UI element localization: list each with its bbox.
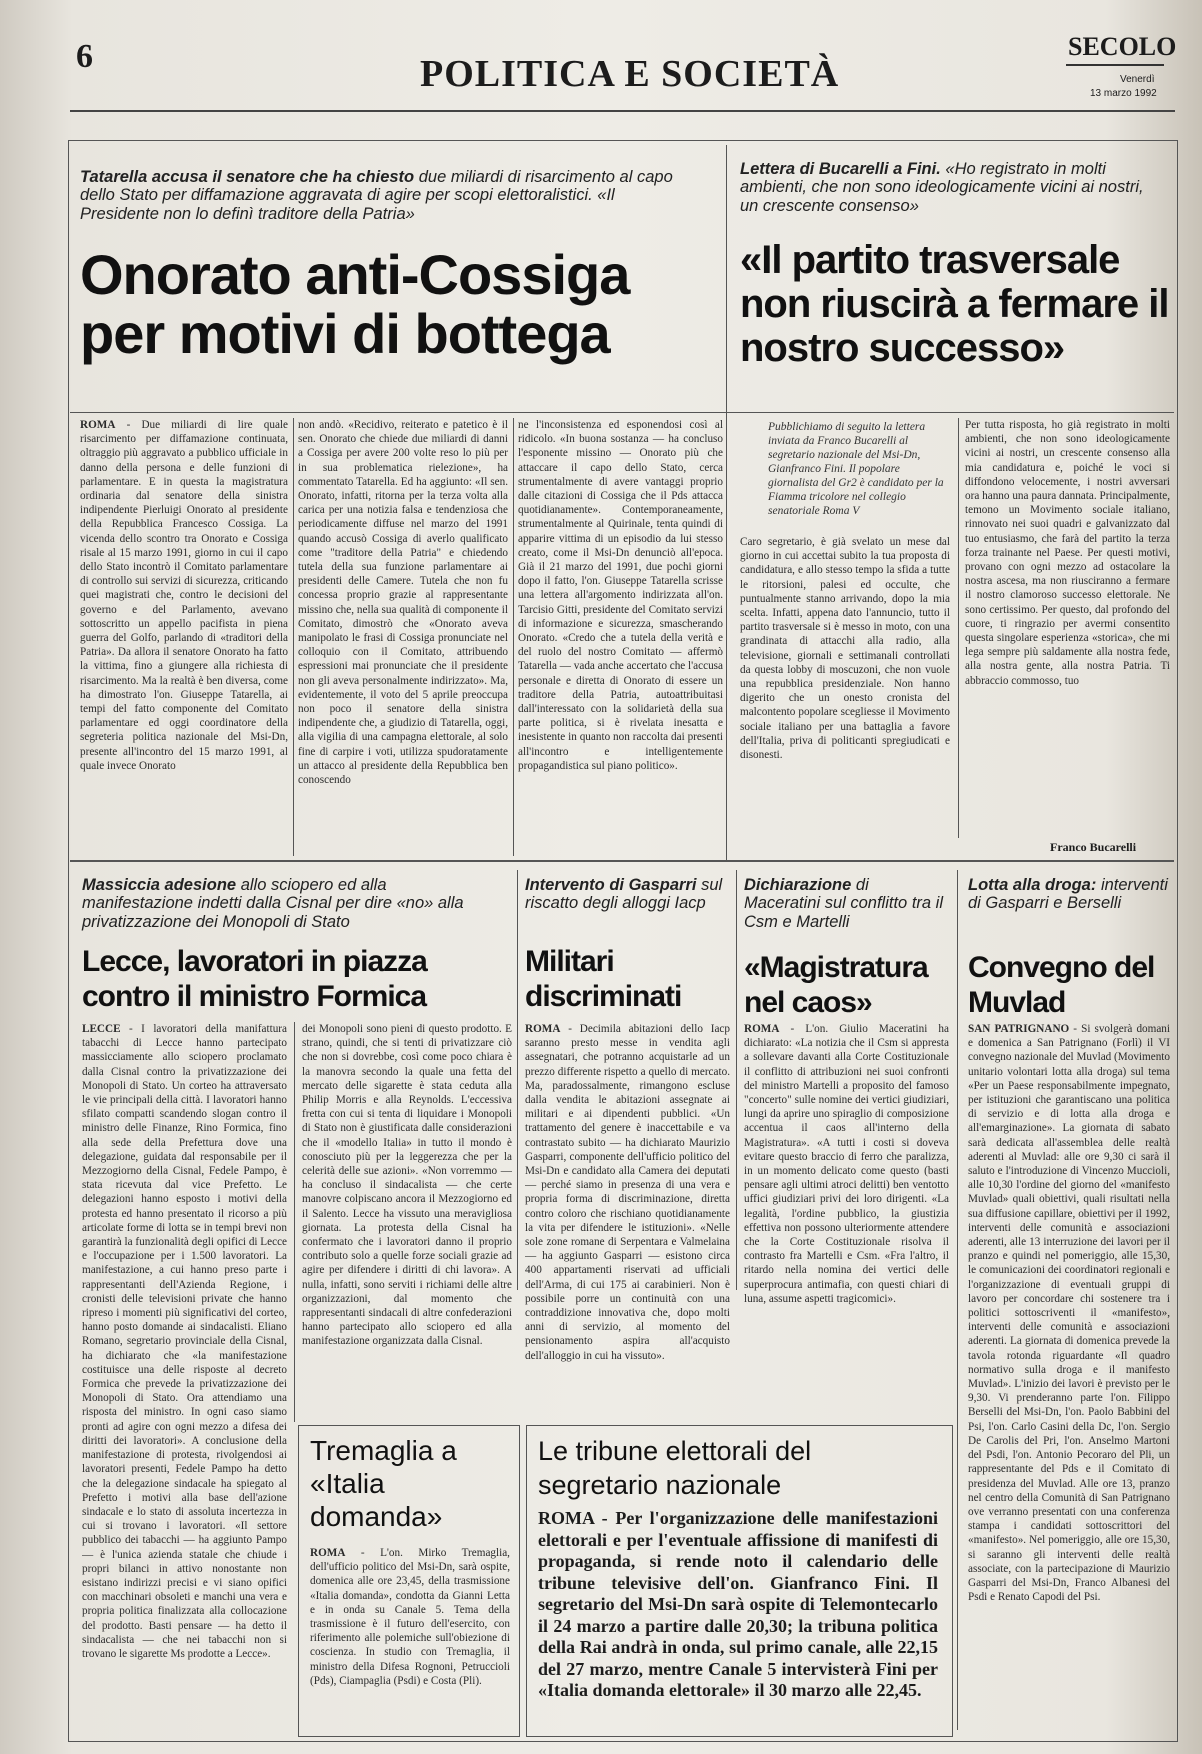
article6-kicker: Lotta alla droga: interventi di Gasparri e Berselli bbox=[968, 876, 1168, 913]
column-divider bbox=[958, 418, 959, 838]
article1-col2: non andò. «Recidivo, reiterato e patetico è il sen. Onorato che chiede due miliardi di danni a Cossiga per avere 200 volte reso lo più per in sua problematica rielezione», ha commentato Tatarella. Ed ha aggiunto: «Il sen. Onorato, infatti, ritorna per la terza volta alla carica per una notizia falsa e tendenziosa che periodicamente diffuse nel marzo del 1991 quando accusò Cossiga di averlo qualificato come "traditore della Patria" e chiedendo tutela della sua funzione parlamentare ai presidenti delle Camere. Tutela che non fu concessa proprio grazie al rappresentante missino che, nella sua qualità di componente il Comitato, dimostrò che «Onorato aveva manipolato le frasi di Cossiga pronunciate nel colloquio con il Comitato, attribuendo espressioni mai pronunciate che il presidente non gli aveva personalmente indirizzato». Ma, evidentemente, il voto del 5 aprile preoccupa non poco il senatore della sinistra indipendente che, a giudizio di Tatarella, oggi, alla vigilia di una campagna elettorale, al solo fine di carpire i voti, utilizza spudoratamente un attacco al presidente della Repubblica ben conoscendo bbox=[298, 419, 508, 787]
article2-intro: Pubblichiamo di seguito la lettera inviata da Franco Bucarelli al segretario nazionale del Msi-Dn, Gianfranco Fini. Il popolare giornalista del Gr2 è candidato per la Fiamma tricolore nel collegio senatoriale Roma V bbox=[768, 421, 944, 517]
article1-headline: Onorato anti-Cossiga per motivi di bottega bbox=[80, 243, 630, 365]
column-divider bbox=[736, 870, 737, 1290]
page-number: 6 bbox=[76, 38, 93, 75]
article4-headline: Militari discriminati bbox=[525, 945, 682, 1013]
header-rule bbox=[70, 110, 1175, 112]
article4-col1: ROMA - Decimila abitazioni dello Iacp saranno presto messe in vendita agli assegnatari, che potranno acquistarle ad un prezzo differente rispetto a quello di mercato. Ma, paradossalmente, rimangono escluse dalla vendita le abitazioni assegnate ai militari e ai dipendenti pubblici. «Un trattamento del genere è inaccettabile e va contrastato subito — ha dichiarato Maurizio Gasparri, componente dell'ufficio politico del Msi-Dn e candidato alla Camera dei deputati — perché siamo in presenza di una vera e propria forma di discriminazione, diretta contro coloro che rischiano quotidianamente la vita per difendere le istituzioni». «Nelle sole zone romane di Serpentara e Valmelaina — ha aggiunto Gasparri — esistono circa 400 appartamenti riservati ad ufficiali dell'Arma, di cui 175 ai carabinieri. Non è possibile porre un continuità con una contraddizione innovativa che, dopo molti anni di servizio, al momento del pensionamento aspira all'acquisto dell'alloggio in cui ha vissuto». bbox=[525, 1023, 730, 1362]
article2-col2: Per tutta risposta, ho già registrato in molti ambienti, che non sono ideologicamente vicini ai nostri, un crescente consenso alla mia candidatura e, poiché le voci si diffondono velocemente, i nostri avversari ora hanno una paura dannata. Principalmente, temono un Movimento sociale italiano, rinnovato nei suoi quadri e galvanizzato dal tuo entusiasmo, che farà del partito la terza forza trainante nel Paese. Per questi motivi, provano con ogni mezzo ad ostacolare la nostra ascesa, ma non riusciranno a fermare il nostro clamoroso successo elettorale. Ne sono certissimo. Per questo, dal profondo del cuore, ti ringrazio per avermi consentito questa singolare esperienza «storica», che mi lega sempre più saldamente alla nostra fede, alla nostra gente, alla nostra Patria. Ti abbraccio commosso, tuo bbox=[965, 419, 1170, 687]
column-divider bbox=[294, 1022, 295, 1422]
article7-headline: Tremaglia a «Italia domanda» bbox=[310, 1435, 457, 1532]
column-divider bbox=[726, 145, 727, 860]
article4-kicker: Intervento di Gasparri sul riscatto degli alloggi Iacp bbox=[525, 876, 723, 913]
article3-kicker: Massiccia adesione allo sciopero ed alla manifestazione indetti dalla Cisnal per dire «no» alla privatizzazione dei Monopoli di Stato bbox=[82, 876, 464, 931]
column-divider bbox=[517, 870, 518, 1290]
headline-rule bbox=[70, 412, 1174, 413]
article2-col1: Caro segretario, è già svelato un mese dal giorno in cui accettai subito la tua proposta di candidatura, e allo stesso tempo la sfida a tutte le ritorsioni, palesi ed occulte, che puntualmente stanno arrivando, dopo la mia scelta. Infatti, appena dato l'annuncio, tutto il partito trasversale si è messo in moto, con una grandinata di attacchi alla radio, alla televisione, giornali e settimanali controllati da questa lobby di moscuzoni, che non vuole una repubblica presidenziale. Non hanno digerito che un onesto cronista del malcontento popolare scegliesse il Movimento sociale italiano per una battaglia a favore dell'Italia, priva di politicanti spregiudicati e disonesti. bbox=[740, 536, 950, 762]
article6-col1: SAN PATRIGNANO - Si svolgerà domani e domenica a San Patrignano (Forlì) il VI convegno nazionale del Muvlad (Movimento unitario volontari lotta alla droga) sul tema «Per un Paese responsabilmente impegnato, per istituzioni che garantiscano una politica di servizio e di lotta alla droga e all'emarginazione». La giornata di sabato sarà dedicata all'assemblea delle realtà aderenti al Muvlad: alle ore 9,30 ci sarà il saluto e l'introduzione di Vincenzo Muccioli, alle 10,30 l'ordine del giorno del «manifesto Muvlad» quali obiettivi, quali risultati nella sua diffusione capillare, obiettivi per il 1992, interventi delle comunità e associazioni aderenti, alle 13 interruzione dei lavori per il pranzo e quindi nel pomeriggio, alle 15,30, le comunicazioni dei coordinatori regionali e l'organizzazione di eventuali gruppi di lavoro per concordare chi sostenere tra i politici sottoscriventi il «manifesto», interventi delle comunità e associazioni aderenti. La giornata di domenica prevede la tavola rotonda riguardante «Il quadro normativo sulla droga e il manifesto Muvlad». L'inizio dei lavori è previsto per le 9,30. Vi prenderanno parte l'on. Filippo Berselli del Msi-Dn, l'on. Paolo Babbini del Psi, l'on. Carlo Casini della Dc, l'on. Sergio De Carolis del Pri, l'on. Anselmo Martoni del Psdi, l'on. Antonio Pecoraro del Pli, un rappresentante del Pds e il Comitato di presidenza del Muvlad. Alle ore 13, pranzo nel centro della Comunità di San Patrignano ove verranno presentati con una conferenza stampa i candidati sottoscrittori del «manifesto». Nel pomeriggio, alle ore 15,30, si saranno gli interventi delle realtà associate, con la partecipazione di Maurizio Gasparri del Msi-Dn, Franco Albanesi del Psdi e Renato Capodi del Psi. bbox=[968, 1023, 1170, 1604]
article3-col1: LECCE - I lavoratori della manifattura tabacchi di Lecce hanno partecipato massicciamente allo sciopero proclamato dalla Cisnal contro la privatizzazione dei Monopoli di Stato. Un corteo ha attraversato le vie principali della città. I lavoratori hanno sfilato compatti scandendo slogan contro il ministro delle Finanze, Rino Formica, fino alla sede della Prefettura dove una delegazione, guidata dal responsabile per il Mezzogiorno della Cisnal, Fedele Pampo, è stata ricevuta dal vice Prefetto. Le delegazioni hanno esposto i motivi della protesta ed hanno presentato il ricorso a più articolate forme di lotta se in tempi brevi non garantirà la funzionalità degli opifici di Lecce e l'occupazione per i 1.500 lavoratori. La manifestazione, a cui hanno preso parte i rappresentanti dell'Azienda Regione, i cronisti delle televisioni private che hanno ripreso i momenti più significativi del corteo, hanno posto domande ai sindacalisti. Eliano Romano, segretario provinciale della Cisnal, ha dichiarato che «la manifestazione costituisce una delle risposte al decreto Formica che prevede la privatizzazione dei Monopoli di Stato. Ora attendiamo una risposta del ministro. In ogni caso siamo pronti ad agire con ogni mezzo a difesa dei diritti dei lavoratori». A conclusione della manifestazione di protesta, rivolgendosi ai lavoratori presenti, Fedele Pampo ha detto che la delegazione sindacale ha spiegato al Prefetto i motivi alla base dell'azione sindacale e lo stato di assoluta incertezza in cui si trovano i lavoratori. «Il settore pubblico dei tabacchi — ha aggiunto Pampo — è l'unica azienda statale che chiude i propri bilanci in attivo nonostante non esistano indirizzi precisi e vi siano opifici con macchinari obsoleti e manchi una vera e propria politica finalizzata alla collocazione del prodotto. Basti pensare — ha detto il sindacalista — che nei tabacchi non si trovano le sigarette Ms prodotte a Lecce». bbox=[82, 1023, 287, 1660]
section-title: POLITICA E SOCIETÀ bbox=[420, 53, 840, 95]
masthead: SECOLO bbox=[1068, 32, 1177, 61]
article2-signature: Franco Bucarelli bbox=[1050, 840, 1137, 854]
article1-col3: ne l'inconsistenza ed esponendosi così al ridicolo. «In buona sostanza — ha concluso l'esponente missino — Onorato più che attaccare il capo dello Stato, cerca strumentalmente di avere vantaggi proprio dalle citazioni di Cossiga che il Pds attacca quotidianamente». Contemporaneamente, strumentalmente al Quirinale, tenta quindi di apparire vittima di un episodio da lui stesso creato, come il Msi-Dn denunciò all'epoca. Già il 21 marzo del 1991, due pochi giorni dopo il fatto, l'on. Giuseppe Tatarella scrisse una lettera all'argomento indirizzata all'on. Tarcisio Gitti, presidente del Comitato servizi di informazione e sicurezza, smascherando Onorato. «Credo che a tutela della verità e del ruolo del nostro Comitato — affermò Tatarella — vada anche accertato che l'accusa personale e diretta di Onorato di essere un traditore della Patria, autoattribuitasi dall'interessato con la solidarietà della sua parte politica, si è rivelata inesatta e inesistente in quanto non raccolta dai presenti all'incontro e intelligentemente propagandistica sul piano politico». bbox=[518, 419, 723, 772]
article5-headline: «Magistratura nel caos» bbox=[744, 951, 928, 1019]
masthead-day: Venerdì bbox=[1120, 74, 1155, 85]
column-divider bbox=[293, 418, 294, 856]
article2-kicker: Lettera di Bucarelli a Fini. «Ho registrato in molti ambienti, che non sono ideologicamente vicini ai nostri, un crescente consenso» bbox=[740, 160, 1144, 215]
article8-body: ROMA - Per l'organizzazione delle manifestazioni elettorali e per l'eventuale affissione di manifesti di propaganda, si rende noto il calendario delle tribune televisive dell'on. Gianfranco Fini. Il segretario del Msi-Dn sarà ospite di Telemontecarlo il 24 marzo a partire dalle 20,30; la tribuna politica della Rai andrà in onda, sul primo canale, alle 22,15 del 27 marzo, mentre Canale 5 intervisterà Fini per «Italia domanda elettorale» il 30 marzo alle 22,45. bbox=[538, 1508, 938, 1700]
column-divider bbox=[513, 418, 514, 856]
article5-kicker: Dichiarazione di Maceratini sul conflitto tra il Csm e Martelli bbox=[744, 876, 943, 931]
article7-col1: ROMA - L'on. Mirko Tremaglia, dell'ufficio politico del Msi-Dn, sarà ospite, domenica alle ore 23,45, della trasmissione «Italia domanda», condotta da Gianni Letta e in onda su Canale 5. Tema della trasmissione è il futuro dell'esercito, con riferimento alle polemiche sull'obiezione di coscienza. In studio con Tremaglia, il ministro della Difesa Rognoni, Petruccioli (Pds), Ciampaglia (Psdi) e Costa (Pli). bbox=[310, 1547, 510, 1687]
article1-col1: ROMA - Due miliardi di lire quale risarcimento per diffamazione continuata, oltraggio più aggravato a pubblico ufficiale in danno della persona e delle funzioni di parlamentare. E in questa la magistratura ordinaria dal senatore della sinistra indipendente Pierluigi Onorato al presidente della Repubblica Francesco Cossiga. La vicenda dello scontro tra Onorato e Cossiga risale al 15 marzo 1991, giorno in cui il capo dello Stato incontrò il Comitato parlamentare di controllo sui servizi di sicurezza, criticando quei magistrati che, contro le decisioni del governo e del Parlamento, avevano sottoscritto un appello pacifista in piena guerra del Golfo, parlando di «traditori della Patria». Da allora il senatore Onorato ha fatto la vittima, fino a giungere alla richiesta di risarcimento. Ma la realtà è ben diversa, come ha dimostrato l'on. Giuseppe Tatarella, ai tempi del fatto componente del Comitato parlamentare ed oggi coordinatore della segreteria politica nazionale del Msi-Dn, presente all'incontro del 15 marzo 1991, al quale invece Onorato bbox=[80, 419, 288, 772]
article3-headline: Lecce, lavoratori in piazza contro il ministro Formica bbox=[82, 945, 427, 1013]
column-divider bbox=[957, 870, 958, 1730]
masthead-date: 13 marzo 1992 bbox=[1090, 88, 1157, 99]
masthead-rule bbox=[1066, 64, 1164, 66]
article3-col2: dei Monopoli sono pieni di questo prodotto. E strano, quindi, che si tenti di privatizzare ciò che non si dovrebbe, così come poco chiara è la manovra secondo la quale una fetta del mercato delle sigarette è stata ceduta alla Philip Morris e alla Reynolds. L'eccessiva fretta con cui si tenta di liquidare i Monopoli di Stato non è giustificata dalle considerazioni che il «modello Italia» in tutto il mondo è conosciuto più per la leggerezza che per la celerità delle sue azioni». «Non vorremmo — ha concluso il sindacalista — che certe manovre colpiscano ancora il Mezzogiorno ed il Salento. Lecce ha vissuto una meravigliosa giornata. La protesta della Cisnal ha confermato che i lavoratori danno il proprio contributo solo a quelle forze sociali grazie ad agire per difendere i diritti di chi lavora». A nulla, infatti, sono serviti i richiami delle altre organizzazioni, dal momento che rappresentanti sindacali di altre confederazioni hanno partecipato allo sciopero ed alla manifestazione organizzata dalla Cisnal. bbox=[302, 1023, 512, 1348]
article5-col1: ROMA - L'on. Giulio Maceratini ha dichiarato: «La notizia che il Csm si appresta a sollevare davanti alla Corte Costituzionale il conflitto di attribuzioni nei suoi confronti del ministro Martelli a proposito del famoso "concerto" sulle nomine dei vertici giudiziari, lungi da aprire uno spiraglio di composizione accentua il caos all'interno della Magistratura». «A tutti i costi si doveva evitare questo braccio di ferro che paralizza, in un momento delicato come questo (basti pensare agli ultimi atroci delitti) ben ventotto uffici giudiziari privi dei loro dirigenti. «La legalità, l'ordine pubblico, la giustizia effettiva non possono ulteriormente attendere che la Corte Costituzionale risolva il contrasto fra Martelli e Csm. «Fra l'altro, il ritardo nella nomina dei vertici delle superprocura antimafia, con questi chiari di luna, assume aspetti tragicomici». bbox=[744, 1023, 949, 1305]
article8-headline: Le tribune elettorali del segretario nazionale bbox=[538, 1436, 812, 1500]
article1-kicker: Tatarella accusa il senatore che ha chiesto due miliardi di risarcimento al capo dello Stato per diffamazione aggravata di agire per scopi elettoralistici. «Il Presidente non lo definì traditore della Patria» bbox=[80, 168, 673, 223]
article2-headline: «Il partito trasversale non riuscirà a fermare il nostro successo» bbox=[740, 238, 1169, 370]
article6-headline: Convegno del Muvlad bbox=[968, 951, 1155, 1019]
section-divider bbox=[70, 860, 1174, 862]
